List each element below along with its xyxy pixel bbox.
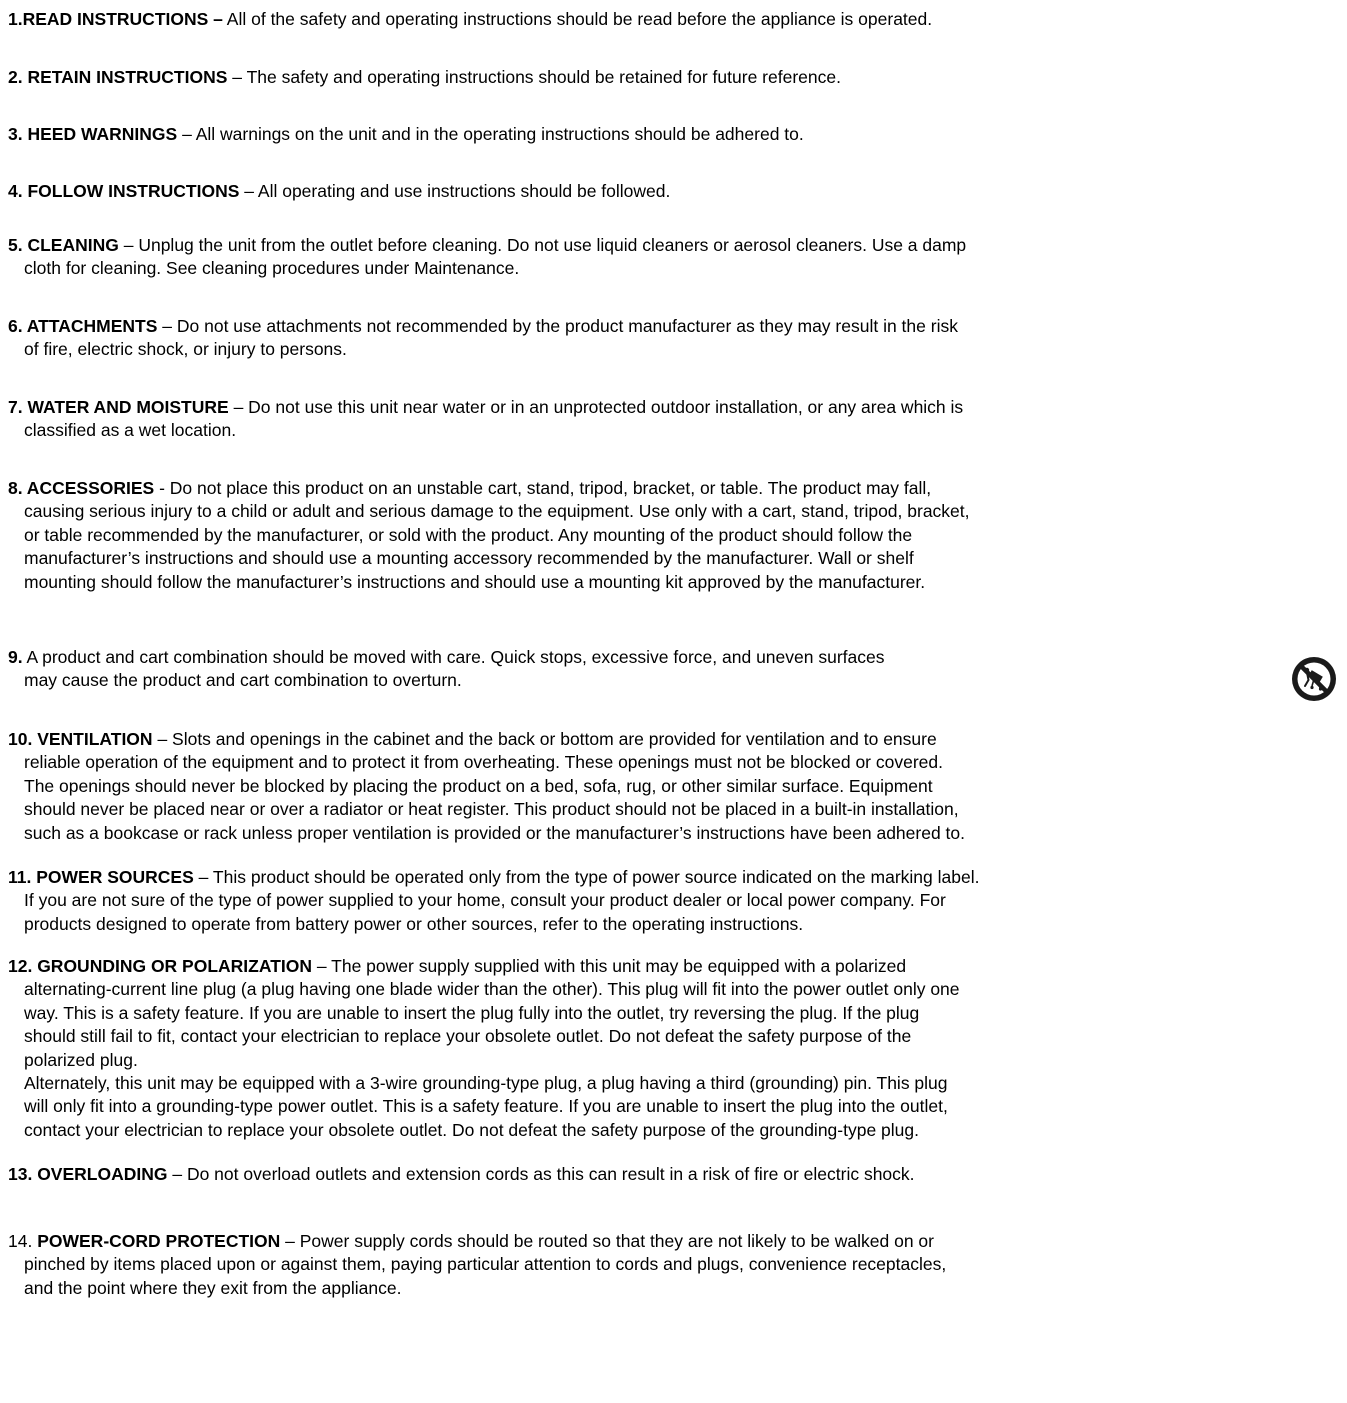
instruction-title: 12. GROUNDING OR POLARIZATION bbox=[8, 956, 312, 976]
instruction-title: 8. ACCESSORIES bbox=[8, 478, 155, 498]
instruction-title: 4. FOLLOW INSTRUCTIONS bbox=[8, 181, 240, 201]
instruction-text: – Do not use attachments not recommended by the product manufacturer as they may result in the risk bbox=[162, 316, 958, 336]
instruction-text: may cause the product and cart combination to overturn. bbox=[24, 670, 462, 691]
instruction-text: pinched by items placed upon or against them, paying particular attention to cords and plugs, convenience receptacles, bbox=[24, 1254, 947, 1275]
instruction-title: 3. HEED WARNINGS bbox=[8, 124, 178, 144]
instruction-text: Alternately, this unit may be equipped with a 3-wire grounding-type plug, a plug having a third (grounding) pin. This plug bbox=[24, 1073, 948, 1094]
cart-tip-over-warning-icon bbox=[1290, 655, 1338, 703]
instruction-text: reliable operation of the equipment and to protect it from overheating. These openings must not be blocked or covered. bbox=[24, 752, 943, 773]
instruction-text: such as a bookcase or rack unless proper ventilation is provided or the manufacturer’s instructions have been adhered to. bbox=[24, 822, 966, 843]
instruction-text: causing serious injury to a child or adult and serious damage to the equipment. Use only with a cart, stand, tripod, bracket, bbox=[24, 501, 970, 522]
instruction-title: 10. VENTILATION bbox=[8, 729, 153, 749]
instruction-text: will only fit into a grounding-type power outlet. This is a safety feature. If you are unable to insert the plug into the outlet, bbox=[24, 1096, 948, 1117]
instruction-2 bbox=[8, 66, 1344, 89]
instruction-text: All of the safety and operating instructions should be read before the appliance is operated. bbox=[226, 9, 933, 29]
instruction-text: or table recommended by the manufacturer, or sold with the product. Any mounting of the product should follow the bbox=[24, 524, 913, 545]
instruction-number: 14. bbox=[8, 1231, 33, 1251]
instruction-text: – Power supply cords should be routed so that they are not likely to be walked on or bbox=[285, 1231, 934, 1251]
instruction-title: 13. OVERLOADING bbox=[8, 1164, 168, 1184]
instruction-3 bbox=[8, 123, 1344, 146]
instruction-text: – The safety and operating instructions should be retained for future reference. bbox=[232, 67, 841, 87]
instruction-text: manufacturer’s instructions and should use a mounting accessory recommended by the manufacturer. Wall or shelf bbox=[24, 548, 914, 569]
instruction-14 bbox=[8, 1230, 1344, 1300]
instruction-text: alternating-current line plug (a plug having one blade wider than the other). This plug will fit into the power outlet only one bbox=[24, 979, 960, 1000]
instruction-title: 9. bbox=[8, 647, 23, 667]
instruction-13 bbox=[8, 1163, 1344, 1186]
instruction-text: A product and cart combination should be moved with care. Quick stops, excessive force, and uneven surfaces bbox=[26, 647, 885, 667]
instruction-text: – The power supply supplied with this unit may be equipped with a polarized bbox=[316, 956, 907, 976]
instruction-text: products designed to operate from battery power or other sources, refer to the operating instructions. bbox=[24, 913, 804, 934]
instruction-10 bbox=[8, 728, 1344, 845]
instruction-text: polarized plug. bbox=[24, 1049, 138, 1070]
instruction-title: POWER-CORD PROTECTION bbox=[37, 1231, 281, 1251]
instruction-text: - Do not place this product on an unstable cart, stand, tripod, bracket, or table. The product may fall, bbox=[159, 478, 932, 498]
instruction-text: mounting should follow the manufacturer’s instructions and should use a mounting kit approved by the manufacturer. bbox=[24, 571, 926, 592]
instruction-text: – Slots and openings in the cabinet and the back or bottom are provided for ventilation and to ensure bbox=[157, 729, 937, 749]
instruction-text: The openings should never be blocked by placing the product on a bed, sofa, rug, or other similar surface. Equipment bbox=[24, 775, 933, 796]
instruction-title: 11. POWER SOURCES bbox=[8, 867, 194, 887]
instruction-title: 7. WATER AND MOISTURE bbox=[8, 397, 229, 417]
instruction-8 bbox=[8, 477, 1344, 594]
instruction-text: of fire, electric shock, or injury to persons. bbox=[24, 339, 347, 360]
instruction-text: If you are not sure of the type of power supplied to your home, consult your product dealer or local power company. For bbox=[24, 890, 946, 911]
instruction-title: 5. CLEANING bbox=[8, 235, 119, 255]
instruction-12 bbox=[8, 955, 1344, 1142]
instruction-4 bbox=[8, 180, 1344, 203]
instruction-11 bbox=[8, 866, 1344, 936]
instruction-text: contact your electrician to replace your obsolete outlet. Do not defeat the safety purpose of the grounding-type plug. bbox=[24, 1119, 920, 1140]
instruction-7 bbox=[8, 396, 1344, 443]
instruction-text: – Do not overload outlets and extension cords as this can result in a risk of fire or electric shock. bbox=[172, 1164, 915, 1184]
instruction-title: 6. ATTACHMENTS bbox=[8, 316, 158, 336]
instruction-title: 1.READ INSTRUCTIONS – bbox=[8, 9, 223, 29]
instruction-9 bbox=[8, 646, 1344, 693]
instruction-5 bbox=[8, 234, 1344, 281]
instruction-text: – All operating and use instructions should be followed. bbox=[244, 181, 671, 201]
instruction-text: – All warnings on the unit and in the operating instructions should be adhered to. bbox=[182, 124, 804, 144]
instruction-text: should never be placed near or over a radiator or heat register. This product should not be placed in a built-in installation, bbox=[24, 799, 959, 820]
instruction-text: and the point where they exit from the appliance. bbox=[24, 1277, 402, 1298]
instruction-text: should still fail to fit, contact your electrician to replace your obsolete outlet. Do not defeat the safety purpose of the bbox=[24, 1026, 912, 1047]
instruction-text: – Unplug the unit from the outlet before cleaning. Do not use liquid cleaners or aerosol cleaners. Use a damp bbox=[123, 235, 967, 255]
instruction-text: – Do not use this unit near water or in an unprotected outdoor installation, or any area which is bbox=[233, 397, 964, 417]
instruction-text: classified as a wet location. bbox=[24, 420, 237, 441]
instruction-text: way. This is a safety feature. If you are unable to insert the plug fully into the outlet, try reversing the plug. If the plug bbox=[24, 1002, 920, 1023]
instruction-6 bbox=[8, 315, 1344, 362]
instruction-text: – This product should be operated only from the type of power source indicated on the marking label. bbox=[198, 867, 980, 887]
instruction-text: cloth for cleaning. See cleaning procedures under Maintenance. bbox=[24, 258, 520, 279]
instruction-title: 2. RETAIN INSTRUCTIONS bbox=[8, 67, 228, 87]
instruction-1 bbox=[8, 8, 1344, 31]
